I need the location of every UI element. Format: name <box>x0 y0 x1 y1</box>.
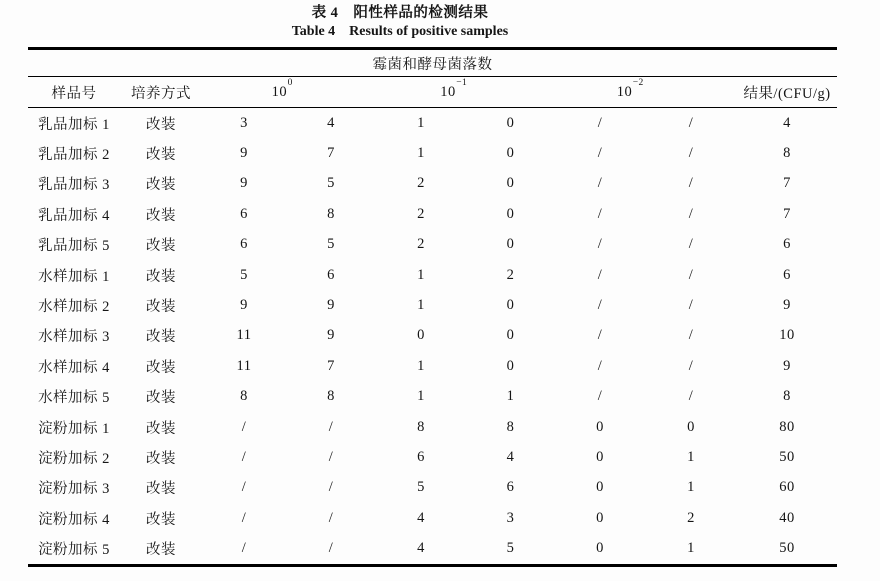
col-header-dilution-10e-2 <box>555 77 737 108</box>
result-cell: 6 <box>783 236 791 253</box>
result-cell: 50 <box>779 540 795 557</box>
count-cell-10e-1-a: 4 <box>417 540 425 557</box>
method-cell: 改装 <box>146 359 176 376</box>
count-cell-10e0-a: 11 <box>236 327 252 344</box>
count-cell-10e-1-a: 1 <box>417 357 425 374</box>
method-cell: 改装 <box>146 238 176 255</box>
count-cell-10e0-a: 6 <box>240 205 248 222</box>
sample-cell: 乳品加标 4 <box>38 207 110 224</box>
count-cell-10e0-b: 8 <box>327 388 335 405</box>
table-row <box>28 108 837 139</box>
count-cell-10e0-b: / <box>328 448 334 465</box>
group-header: 霉菌和酵母菌落数 <box>28 49 837 77</box>
count-cell-10e-2-b: / <box>688 327 694 344</box>
method-cell: 改装 <box>146 299 176 316</box>
sample-cell: 淀粉加标 5 <box>38 542 110 559</box>
count-cell-10e-2-a: 0 <box>596 479 604 496</box>
count-cell-10e-2-b: 0 <box>687 418 695 435</box>
count-cell-10e-1-b: 1 <box>506 388 515 405</box>
count-cell-10e0-a: 6 <box>240 236 248 253</box>
count-cell-10e-2-b: / <box>688 175 694 192</box>
table-row <box>28 412 837 442</box>
count-cell-10e-1-b: 0 <box>506 205 515 222</box>
method-cell: 改装 <box>146 268 176 285</box>
count-cell-10e-2-a: / <box>597 145 603 162</box>
table-title-zh: 表 4 阳性样品的检测结果 <box>311 5 489 21</box>
count-cell-10e0-b: 9 <box>327 297 335 314</box>
count-cell-10e-1-b: 0 <box>506 327 515 344</box>
count-cell-10e-1-b: 6 <box>506 479 515 496</box>
table-row <box>28 442 837 472</box>
method-cell: 改装 <box>146 147 176 164</box>
count-cell-10e-1-a: 1 <box>417 145 425 162</box>
sample-cell: 乳品加标 2 <box>38 147 110 164</box>
result-cell: 10 <box>779 327 795 344</box>
table-row <box>28 473 837 503</box>
count-cell-10e-2-b: 1 <box>687 479 695 496</box>
table-title-en: Table 4 Results of positive samples <box>291 24 509 39</box>
count-cell-10e-1-a: 1 <box>417 297 425 314</box>
count-cell-10e-2-b: / <box>688 297 694 314</box>
count-cell-10e-2-a: / <box>597 357 603 374</box>
count-cell-10e-2-b: / <box>688 357 694 374</box>
sample-cell: 水样加标 3 <box>38 329 110 346</box>
count-cell-10e-1-a: 2 <box>417 236 425 253</box>
count-cell-10e0-a: 9 <box>240 145 248 162</box>
result-cell: 8 <box>783 145 791 162</box>
count-cell-10e-1-b: 0 <box>506 175 515 192</box>
method-cell: 改装 <box>146 329 176 346</box>
method-cell: 改装 <box>146 177 176 194</box>
sample-cell: 水样加标 4 <box>38 359 110 376</box>
method-cell: 改装 <box>146 116 176 133</box>
col-header-method: 培养方式 <box>120 77 202 108</box>
count-cell-10e0-b: 9 <box>327 327 335 344</box>
count-cell-10e0-b: / <box>328 418 334 435</box>
count-cell-10e-1-b: 0 <box>506 145 515 162</box>
count-cell-10e-2-b: / <box>688 114 694 131</box>
method-cell: 改装 <box>146 207 176 224</box>
count-cell-10e-1-b: 2 <box>506 266 515 283</box>
table-row <box>28 290 837 320</box>
table-row <box>28 503 837 533</box>
group-header-row <box>28 49 837 77</box>
table-row <box>28 533 837 565</box>
count-cell-10e0-a: / <box>241 448 247 465</box>
count-cell-10e-2-a: / <box>597 114 603 131</box>
count-cell-10e-2-a: 0 <box>596 509 604 526</box>
method-cell: 改装 <box>146 511 176 528</box>
dilution-base: 10 <box>440 83 456 100</box>
count-cell-10e0-b: 5 <box>327 236 335 253</box>
count-cell-10e-2-b: / <box>688 236 694 253</box>
col-header-dilution-10e-1 <box>376 77 555 108</box>
count-cell-10e-2-a: / <box>597 297 603 314</box>
count-cell-10e0-b: / <box>328 479 334 496</box>
count-cell-10e-1-b: 8 <box>506 418 515 435</box>
count-cell-10e0-a: / <box>241 418 247 435</box>
sample-cell: 水样加标 5 <box>38 390 110 407</box>
count-cell-10e-2-a: / <box>597 266 603 283</box>
count-cell-10e-2-a: / <box>597 388 603 405</box>
col-header-sample: 样品号 <box>28 77 120 108</box>
method-cell: 改装 <box>146 450 176 467</box>
count-cell-10e-1-a: 4 <box>417 509 425 526</box>
count-cell-10e-1-a: 1 <box>417 114 425 131</box>
dilution-base: 10 <box>616 83 633 100</box>
count-cell-10e0-a: 8 <box>240 388 248 405</box>
count-cell-10e-1-a: 6 <box>417 448 425 465</box>
count-cell-10e-1-a: 0 <box>417 327 425 344</box>
count-cell-10e-1-a: 5 <box>417 479 425 496</box>
sample-cell: 淀粉加标 1 <box>38 420 110 437</box>
count-cell-10e0-b: 4 <box>327 114 335 131</box>
count-cell-10e-1-b: 4 <box>506 448 515 465</box>
count-cell-10e-1-b: 0 <box>506 297 515 314</box>
sample-cell: 乳品加标 1 <box>38 116 110 133</box>
count-cell-10e0-a: / <box>241 540 247 557</box>
result-cell: 60 <box>779 479 795 496</box>
count-cell-10e-2-b: / <box>688 266 694 283</box>
sample-cell: 淀粉加标 4 <box>38 511 110 528</box>
col-header-dilution-10e0 <box>202 77 376 108</box>
table-row <box>28 169 837 199</box>
result-cell: 40 <box>779 509 795 526</box>
count-cell-10e-2-b: / <box>688 205 694 222</box>
sample-cell: 水样加标 1 <box>38 268 110 285</box>
count-cell-10e0-b: 8 <box>327 205 335 222</box>
result-cell: 9 <box>783 297 791 314</box>
count-cell-10e-1-a: 2 <box>417 175 425 192</box>
count-cell-10e-1-a: 1 <box>417 266 425 283</box>
dilution-base: 10 <box>271 83 288 100</box>
sample-cell: 水样加标 2 <box>38 299 110 316</box>
count-cell-10e-2-a: 0 <box>596 418 604 435</box>
dilution-exponent: −2 <box>632 78 644 89</box>
table-row <box>28 230 837 260</box>
results-table <box>28 47 837 567</box>
method-cell: 改装 <box>146 420 176 437</box>
result-cell: 80 <box>779 418 795 435</box>
table-row <box>28 382 837 412</box>
result-cell: 7 <box>783 175 791 192</box>
count-cell-10e0-a: 5 <box>240 266 248 283</box>
count-cell-10e-1-a: 2 <box>417 205 425 222</box>
count-cell-10e-2-b: / <box>688 145 694 162</box>
count-cell-10e0-a: / <box>241 479 247 496</box>
count-cell-10e-2-a: / <box>597 205 603 222</box>
result-cell: 9 <box>783 357 791 374</box>
method-cell: 改装 <box>146 542 176 559</box>
count-cell-10e0-a: 9 <box>240 175 248 192</box>
method-cell: 改装 <box>146 481 176 498</box>
table-row <box>28 199 837 229</box>
result-cell: 6 <box>783 266 791 283</box>
count-cell-10e0-b: 6 <box>327 266 335 283</box>
sample-cell: 淀粉加标 2 <box>38 450 110 467</box>
result-cell: 50 <box>779 448 795 465</box>
count-cell-10e-2-a: 0 <box>596 540 604 557</box>
count-cell-10e-1-b: 0 <box>506 114 515 131</box>
column-header-row <box>28 77 837 108</box>
count-cell-10e0-b: 7 <box>327 357 335 374</box>
count-cell-10e-2-b: 1 <box>687 448 695 465</box>
count-cell-10e-2-a: 0 <box>596 448 604 465</box>
method-cell: 改装 <box>146 390 176 407</box>
count-cell-10e-2-a: / <box>597 236 603 253</box>
count-cell-10e0-a: 3 <box>240 114 248 131</box>
table-caption <box>0 4 840 41</box>
count-cell-10e-1-b: 0 <box>506 357 515 374</box>
count-cell-10e-1-b: 5 <box>506 540 515 557</box>
sample-cell: 乳品加标 3 <box>38 177 110 194</box>
count-cell-10e-1-b: 3 <box>506 509 515 526</box>
count-cell-10e-2-b: 1 <box>687 540 695 557</box>
count-cell-10e0-b: 7 <box>327 145 335 162</box>
sample-cell: 乳品加标 5 <box>38 238 110 255</box>
count-cell-10e-2-a: / <box>597 175 603 192</box>
count-cell-10e-2-a: / <box>597 327 603 344</box>
count-cell-10e-1-a: 8 <box>417 418 425 435</box>
count-cell-10e-2-b: / <box>688 388 694 405</box>
count-cell-10e0-b: / <box>328 540 334 557</box>
table-body <box>28 108 837 566</box>
col-header-result: 结果/(CFU/g) <box>737 77 837 108</box>
table-row <box>28 138 837 168</box>
result-cell: 4 <box>783 114 791 131</box>
count-cell-10e-2-b: 2 <box>687 509 695 526</box>
count-cell-10e0-a: / <box>241 509 247 526</box>
table-row <box>28 260 837 290</box>
count-cell-10e-1-b: 0 <box>506 236 515 253</box>
count-cell-10e-1-a: 1 <box>417 388 425 405</box>
dilution-exponent: 0 <box>287 78 293 89</box>
dilution-exponent: −1 <box>456 78 468 89</box>
count-cell-10e0-a: 9 <box>240 297 248 314</box>
table-row <box>28 351 837 381</box>
result-cell: 7 <box>783 205 791 222</box>
table-row <box>28 321 837 351</box>
count-cell-10e0-b: 5 <box>327 175 335 192</box>
count-cell-10e0-a: 11 <box>236 357 252 374</box>
count-cell-10e0-b: / <box>328 509 334 526</box>
result-cell: 8 <box>783 388 791 405</box>
sample-cell: 淀粉加标 3 <box>38 481 110 498</box>
